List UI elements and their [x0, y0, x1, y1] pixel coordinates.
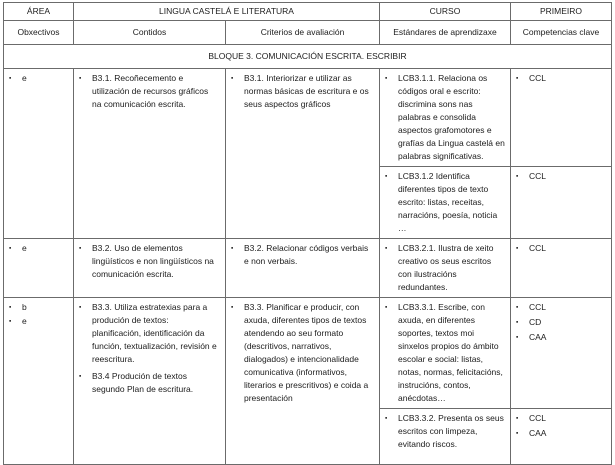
- bullet-icon: ▪: [79, 304, 82, 311]
- cell-estandares: [380, 69, 511, 167]
- cell-competencias: [511, 298, 612, 409]
- list-item: [79, 242, 220, 281]
- list-item: [516, 412, 606, 425]
- list-item: [516, 170, 606, 183]
- header-row-columns: [4, 21, 612, 45]
- list-item: [79, 370, 220, 396]
- obxectivo-text: e: [22, 243, 27, 253]
- list-item: [231, 242, 374, 268]
- table-row: [4, 239, 612, 298]
- estandar-text: LCB3.2.1. Ilustra de xeito creativo os seus escritos con ilustracións redundantes.: [398, 243, 494, 292]
- bullet-icon: ▪: [79, 373, 82, 380]
- bullet-icon: ▪: [516, 245, 519, 252]
- bloque-row: [4, 45, 612, 69]
- list-item: [231, 301, 374, 405]
- obxectivo-text: e: [22, 316, 27, 326]
- bullet-icon: ▪: [231, 245, 234, 252]
- column-header-competencias: Competencias clave: [511, 21, 612, 45]
- bullet-icon: ▪: [385, 245, 388, 252]
- criterio-text: B3.3. Planificar e producir, con axuda, diferentes tipos de textos atendendo ao seu formato (descritivos, narrativos, dialogados) e intencionalidade comunicativa (informativos, literarios e prescritivos) e coida a presentación: [244, 302, 369, 403]
- column-header-obxectivos: Obxectivos: [4, 21, 74, 45]
- bullet-icon: ▪: [516, 334, 519, 341]
- contido-text: B3.3. Utiliza estratexias para a produción de textos: planificación, identificación da función, textualización, revisión e reescritura.: [92, 302, 217, 364]
- list-item: [516, 242, 606, 255]
- column-header-estandares: Estándares de aprendizaxe: [380, 21, 511, 45]
- bullet-icon: ▪: [516, 75, 519, 82]
- cell-contidos: [74, 298, 226, 465]
- bullet-icon: ▪: [9, 318, 12, 325]
- bullet-icon: ▪: [385, 304, 388, 311]
- column-header-contidos: Contidos: [74, 21, 226, 45]
- list-item: [516, 316, 606, 329]
- bullet-icon: ▪: [516, 173, 519, 180]
- header-subject: LINGUA CASTELÁ E LITERATURA: [74, 3, 380, 21]
- bullet-icon: ▪: [516, 304, 519, 311]
- list-item: [516, 72, 606, 85]
- bullet-icon: ▪: [9, 304, 12, 311]
- cell-competencias: [511, 69, 612, 167]
- contido-text: B3.1. Recoñecemento e utilización de recursos gráficos na comunicación escrita.: [92, 73, 209, 109]
- cell-criterios: [226, 69, 380, 239]
- obxectivo-text: e: [22, 73, 27, 83]
- list-item: [9, 315, 68, 328]
- estandar-text: LCB3.3.2. Presenta os seus escritos con limpeza, evitando riscos.: [398, 413, 504, 449]
- header-row-top: [4, 3, 612, 21]
- bullet-icon: ▪: [385, 173, 388, 180]
- cell-obxectivos: [4, 239, 74, 298]
- competencia-text: CAA: [529, 332, 547, 342]
- list-item: [9, 72, 68, 85]
- list-item: [79, 301, 220, 366]
- criterio-text: B3.1. Interiorizar e utilizar as normas básicas de escritura e os seus aspectos gráficos: [244, 73, 369, 109]
- bullet-icon: ▪: [516, 430, 519, 437]
- table-row: [4, 69, 612, 167]
- list-item: [516, 427, 606, 440]
- list-item: [385, 170, 505, 235]
- bloque-title: BLOQUE 3. COMUNICACIÓN ESCRITA. ESCRIBIR: [4, 45, 612, 69]
- curriculum-table: [3, 2, 612, 465]
- table-row: [4, 298, 612, 409]
- header-area: ÁREA: [4, 3, 74, 21]
- bullet-icon: ▪: [79, 245, 82, 252]
- list-item: [9, 242, 68, 255]
- bullet-icon: ▪: [385, 75, 388, 82]
- estandar-text: LCB3.1.2 Identifica diferentes tipos de texto escrito: listas, receitas, narracións, poesía, noticia …: [398, 171, 498, 233]
- estandar-text: LCB3.1.1. Relaciona os códigos oral e escrito: discrimina sons nas palabras e consolida aspectos grafomotores e grafías da Lingua castelá en palabras significativas.: [398, 73, 505, 161]
- list-item: [516, 331, 606, 344]
- cell-criterios: [226, 239, 380, 298]
- list-item: [385, 242, 505, 294]
- header-curso: CURSO: [380, 3, 511, 21]
- cell-estandares: [380, 239, 511, 298]
- bullet-icon: ▪: [9, 245, 12, 252]
- competencia-text: CD: [529, 317, 542, 327]
- header-nivel: PRIMEIRO: [511, 3, 612, 21]
- competencia-text: CCL: [529, 243, 547, 253]
- bullet-icon: ▪: [231, 75, 234, 82]
- cell-criterios: [226, 298, 380, 465]
- list-item: [385, 72, 505, 163]
- competencia-text: CCL: [529, 413, 547, 423]
- competencia-text: CCL: [529, 302, 547, 312]
- competencia-text: CCL: [529, 73, 547, 83]
- competencia-text: CAA: [529, 428, 547, 438]
- bullet-icon: ▪: [385, 415, 388, 422]
- cell-estandares: [380, 298, 511, 409]
- cell-estandares: [380, 167, 511, 239]
- cell-competencias: [511, 239, 612, 298]
- bullet-icon: ▪: [79, 75, 82, 82]
- cell-obxectivos: [4, 69, 74, 239]
- list-item: [385, 301, 505, 405]
- obxectivo-text: b: [22, 302, 27, 312]
- cell-estandares: [380, 409, 511, 465]
- contido-text: B3.2. Uso de elementos lingüísticos e non lingüísticos na comunicación escrita.: [92, 243, 214, 279]
- cell-competencias: [511, 167, 612, 239]
- list-item: [231, 72, 374, 111]
- cell-contidos: [74, 239, 226, 298]
- cell-competencias: [511, 409, 612, 465]
- list-item: [79, 72, 220, 111]
- bullet-icon: ▪: [516, 319, 519, 326]
- list-item: [516, 301, 606, 314]
- bullet-icon: ▪: [9, 75, 12, 82]
- cell-obxectivos: [4, 298, 74, 465]
- contido-text: B3.4 Produción de textos segundo Plan de escritura.: [92, 371, 194, 394]
- column-header-criterios: Criterios de avaliación: [226, 21, 380, 45]
- bullet-icon: ▪: [516, 415, 519, 422]
- cell-contidos: [74, 69, 226, 239]
- competencia-text: CCL: [529, 171, 547, 181]
- estandar-text: LCB3.3.1. Escribe, con axuda, en diferentes soportes, textos moi sinxelos propios do ámbito escolar e social: listas, notas, normas, felicitacións, instrucións, contos, anécdotas…: [398, 302, 503, 403]
- list-item: [385, 412, 505, 451]
- list-item: [9, 301, 68, 314]
- criterio-text: B3.2. Relacionar códigos verbais e non verbais.: [244, 243, 369, 266]
- bullet-icon: ▪: [231, 304, 234, 311]
